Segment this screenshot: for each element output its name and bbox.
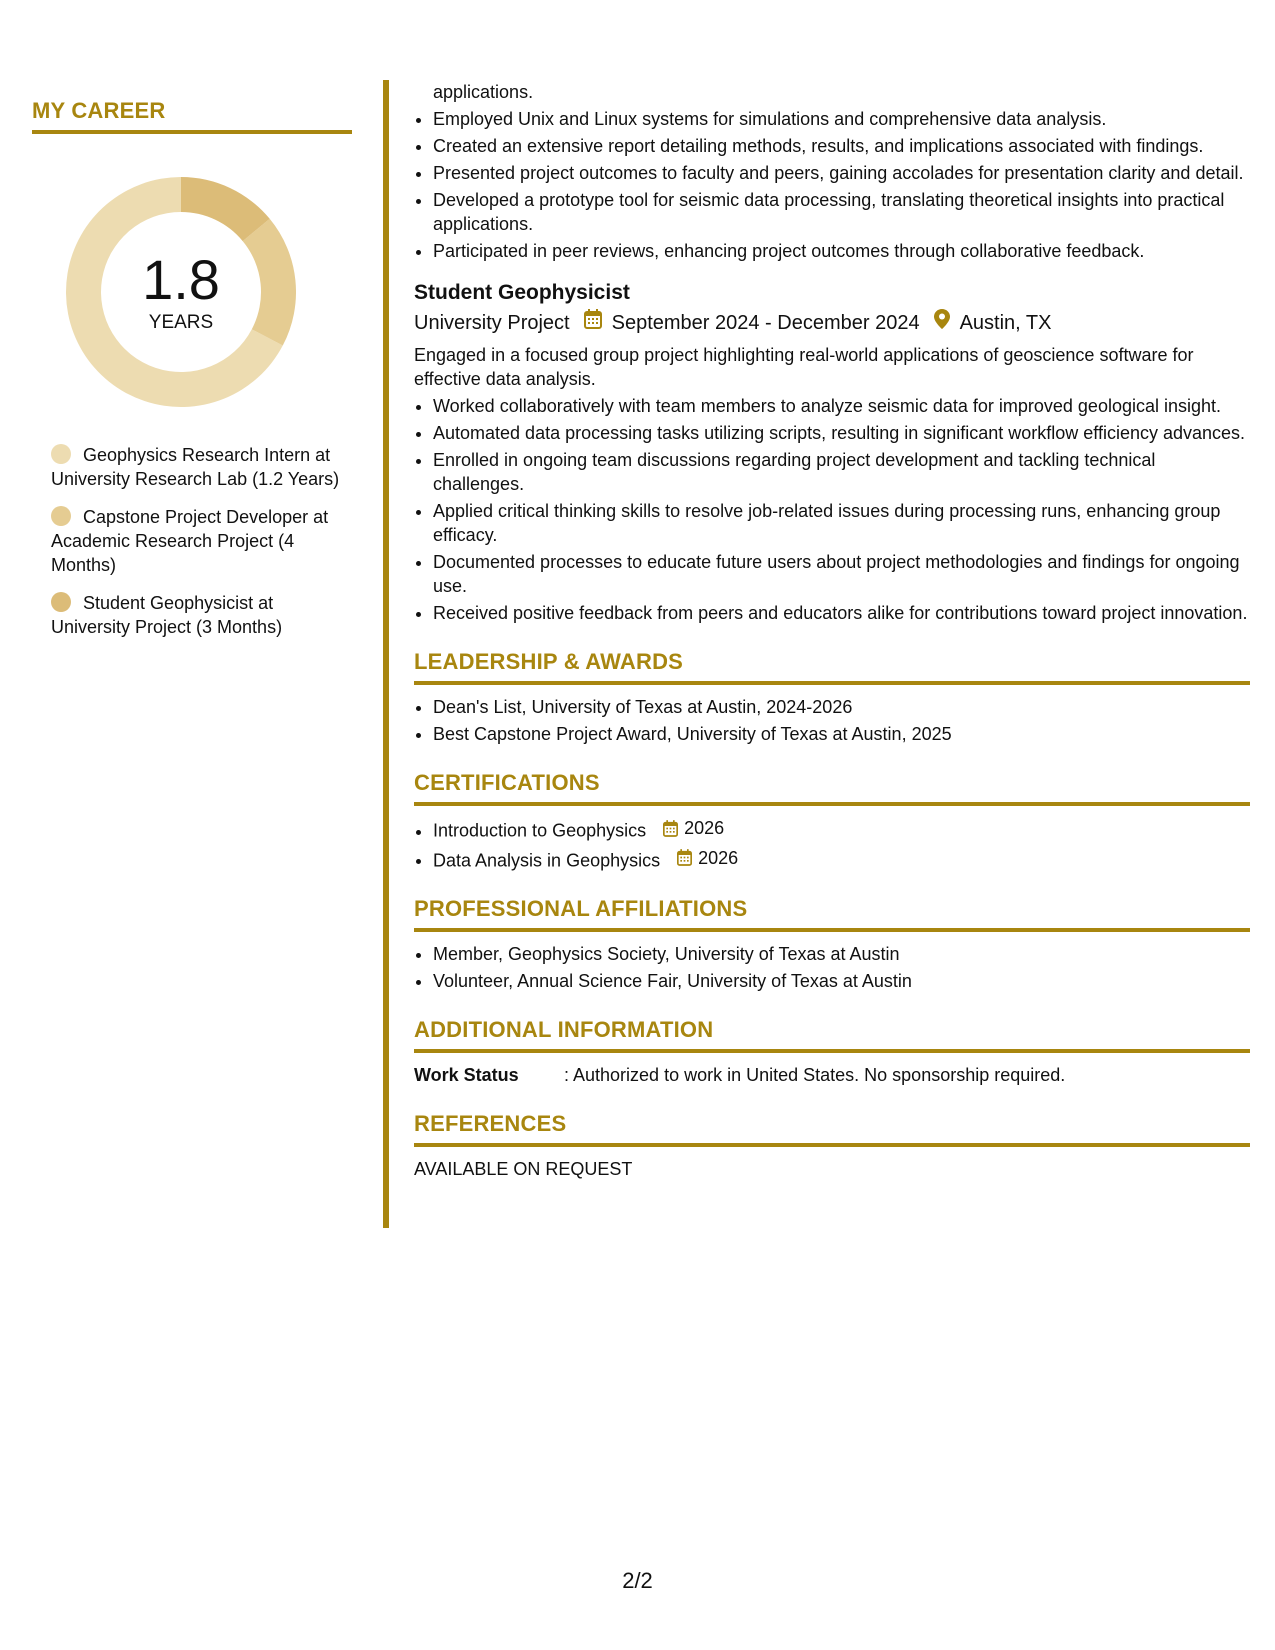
main-content (414, 80, 1250, 1181)
references-section (414, 1111, 1250, 1181)
legend-label: Capstone Project Developer at Academic Research Project (4 Months) (51, 507, 329, 575)
job-dates: September 2024 - December 2024 (611, 312, 920, 334)
additional-info-title: ADDITIONAL INFORMATION (414, 1017, 1250, 1053)
location-pin-icon (934, 309, 950, 337)
references-text: AVAILABLE ON REQUEST (414, 1159, 633, 1179)
career-section-title: MY CAREER (32, 98, 352, 134)
legend-item (51, 443, 352, 491)
previous-job-bullets (414, 107, 1250, 263)
list-item: • Participated in peer reviews, enhancing project outcomes through collaborative feedback. (433, 239, 1250, 263)
career-donut-chart (66, 177, 296, 407)
list-item: • Worked collaboratively with team members to analyze seismic data for improved geological insight. (433, 394, 1250, 418)
affiliations-title: PROFESSIONAL AFFILIATIONS (414, 896, 1250, 932)
page-number: 2/2 (622, 1568, 653, 1593)
career-sidebar (32, 98, 352, 653)
leadership-section (414, 649, 1250, 746)
leadership-title: LEADERSHIP & AWARDS (414, 649, 1250, 685)
list-item: • Documented processes to educate future users about project methodologies and findings for ongoing use. (433, 550, 1250, 598)
job-company: University Project (414, 312, 570, 334)
references-title: REFERENCES (414, 1111, 1250, 1147)
list-item (433, 816, 1250, 843)
legend-item (51, 505, 352, 577)
job-location: Austin, TX (959, 312, 1052, 334)
cert-name: Data Analysis in Geophysics (433, 850, 661, 870)
job-bullets (414, 394, 1250, 625)
column-divider (383, 80, 389, 1228)
career-legend (32, 443, 352, 639)
cert-year: 2026 (684, 818, 725, 838)
list-item: • Presented project outcomes to faculty and peers, gaining accolades for presentation clarity and detail. (433, 161, 1250, 185)
list-item: • Dean's List, University of Texas at Austin, 2024-2026 (433, 695, 1250, 719)
certifications-section (414, 770, 1250, 872)
continued-text: applications. (433, 82, 534, 102)
career-total-unit: YEARS (148, 312, 214, 333)
cert-year: 2026 (698, 847, 739, 868)
cert-date (677, 846, 738, 870)
calendar-icon (677, 849, 692, 866)
affiliations-section (414, 896, 1250, 993)
list-item: • Member, Geophysics Society, University of Texas at Austin (433, 942, 1250, 966)
legend-dot (51, 506, 71, 526)
affiliations-list (414, 942, 1250, 993)
work-status-label: Work Status (414, 1065, 519, 1085)
legend-label: Student Geophysicist at University Project (3 Months) (51, 593, 283, 637)
calendar-icon (584, 309, 602, 337)
list-item: • Employed Unix and Linux systems for simulations and comprehensive data analysis. (433, 107, 1250, 131)
legend-dot (51, 444, 71, 464)
job-summary: Engaged in a focused group project highlighting real-world applications of geoscience software for effective data analysis. (414, 345, 1194, 389)
career-total-value: 1.8 (142, 248, 220, 311)
leadership-list (414, 695, 1250, 746)
additional-info-section (414, 1017, 1250, 1087)
list-item: • Developed a prototype tool for seismic data processing, translating theoretical insights into practical applications. (433, 188, 1250, 236)
legend-item (51, 591, 352, 639)
list-item (433, 846, 1250, 873)
list-item: • Received positive feedback from peers and educators alike for contributions toward project innovation. (433, 601, 1250, 625)
certifications-title: CERTIFICATIONS (414, 770, 1250, 806)
list-item: • Best Capstone Project Award, University of Texas at Austin, 2025 (433, 722, 1250, 746)
cert-date (663, 816, 724, 840)
legend-dot (51, 592, 71, 612)
cert-name: Introduction to Geophysics (433, 820, 647, 841)
job-title: Student Geophysicist (414, 281, 630, 304)
list-item: • Applied critical thinking skills to resolve job-related issues during processing runs, enhancing group efficacy. (433, 499, 1250, 547)
calendar-icon (663, 820, 678, 837)
donut-center (66, 177, 296, 407)
list-item: • Volunteer, Annual Science Fair, University of Texas at Austin (433, 969, 1250, 993)
list-item: • Enrolled in ongoing team discussions regarding project development and tackling technical challenges. (433, 448, 1250, 496)
certifications-list (414, 816, 1250, 872)
list-item: • Created an extensive report detailing methods, results, and implications associated with findings. (433, 134, 1250, 158)
work-status-row (414, 1063, 1250, 1087)
work-status-value: : Authorized to work in United States. No sponsorship required. (564, 1065, 1066, 1085)
list-item: • Automated data processing tasks utilizing scripts, resulting in significant workflow efficiency advances. (433, 421, 1250, 445)
job-meta (414, 309, 1250, 337)
legend-label: Geophysics Research Intern at University Research Lab (1.2 Years) (51, 445, 340, 489)
